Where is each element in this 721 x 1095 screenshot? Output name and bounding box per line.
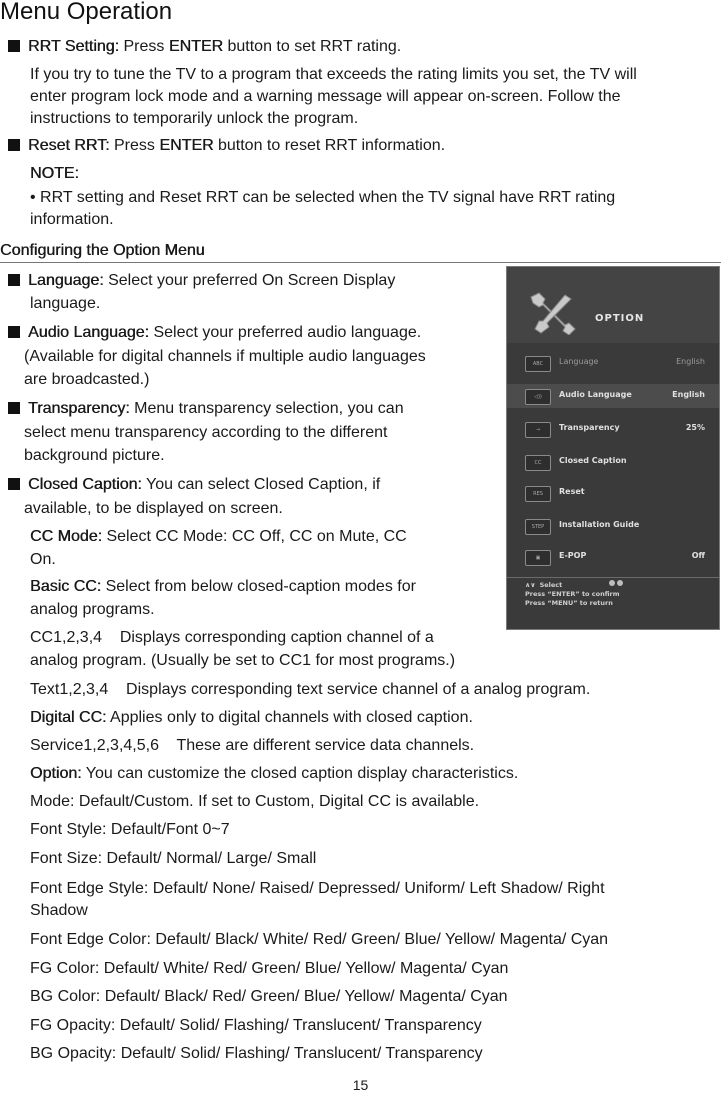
text1234-line: Text1,2,3,4 Displays corresponding text service channel of a analog program.	[30, 681, 591, 698]
audio-language-line-2: (Available for digital channels if multiple audio languages	[24, 348, 426, 365]
menu-item-reset[interactable]	[507, 481, 720, 505]
bullet-icon	[8, 139, 20, 151]
basic-cc-text: Select from below closed-caption modes for	[101, 578, 416, 595]
menu-item-value: English	[672, 390, 705, 399]
language-line-2: language.	[30, 295, 101, 312]
reset-icon: RES	[525, 486, 551, 502]
language-line	[8, 270, 395, 292]
transparency-line-2: select menu transparency according to the different	[24, 424, 388, 441]
language-text: Select your preferred On Screen Display	[103, 272, 396, 289]
note-heading: NOTE:	[30, 165, 79, 182]
speaker-icon: ◁))	[525, 389, 551, 405]
menu-item-label: Audio Language	[559, 390, 632, 399]
rrt-body-line-3: instructions to temporarily unlock the program.	[30, 110, 359, 127]
enter-key-label: ENTER	[159, 137, 214, 154]
menu-item-closed-caption[interactable]	[507, 450, 720, 474]
closed-caption-line	[8, 474, 380, 496]
menu-item-label: E-POP	[559, 551, 587, 560]
service-line: Service1,2,3,4,5,6 These are different service data channels.	[30, 737, 475, 754]
tv-option-menu	[506, 266, 720, 630]
note-line-1: • RRT setting and Reset RRT can be selected when the TV signal have RRT rating	[30, 189, 616, 206]
menu-item-label: Reset	[559, 487, 585, 496]
cc1234-line-1: CC1,2,3,4 Displays corresponding caption channel of a	[30, 629, 434, 646]
bullet-icon	[8, 402, 20, 414]
bullet-icon	[8, 40, 20, 52]
menu-item-e-pop[interactable]	[507, 545, 720, 569]
digital-cc-text: Applies only to digital channels with closed caption.	[106, 709, 473, 726]
fg-opacity-line: FG Opacity: Default/ Solid/ Flashing/ Translucent/ Transparency	[30, 1017, 482, 1034]
cc-mode-text: Select CC Mode: CC Off, CC on Mute, CC	[102, 528, 407, 545]
reset-rrt-text-end: button to reset RRT information.	[213, 137, 446, 154]
rrt-setting-heading: RRT Setting:	[28, 38, 120, 55]
cc-mode-line	[30, 526, 407, 548]
audio-language-heading: Audio Language:	[28, 324, 149, 341]
font-size-line: Font Size: Default/ Normal/ Large/ Small	[30, 850, 317, 867]
font-edge-style-line-2: Shadow	[30, 902, 88, 919]
section-title: Configuring the Option Menu	[0, 240, 721, 263]
transparency-line	[8, 398, 404, 420]
font-style-line: Font Style: Default/Font 0~7	[30, 821, 230, 838]
audio-language-text: Select your preferred audio language.	[149, 324, 422, 341]
font-edge-style-line-1: Font Edge Style: Default/ None/ Raised/ Depressed/ Uniform/ Left Shadow/ Right	[30, 880, 605, 897]
footer-select: Select	[539, 581, 563, 589]
audio-language-line-3: are broadcasted.)	[24, 371, 150, 388]
menu-item-label: Installation Guide	[559, 520, 640, 529]
bullet-icon	[8, 326, 20, 338]
menu-item-audio-language[interactable]	[507, 384, 720, 408]
transparency-text: Menu transparency selection, you can	[129, 400, 404, 417]
menu-footer	[525, 581, 620, 608]
menu-item-label: Language	[559, 357, 599, 366]
enter-key-label: ENTER	[168, 38, 224, 55]
closed-caption-line-2: available, to be displayed on screen.	[24, 500, 283, 517]
menu-item-value: Off	[691, 551, 705, 560]
closed-caption-icon: CC	[525, 455, 551, 471]
menu-item-value: 25%	[685, 423, 705, 432]
select-arrows-icon: ∧∨	[525, 581, 536, 589]
bg-opacity-line: BG Opacity: Default/ Solid/ Flashing/ Translucent/ Transparency	[30, 1045, 483, 1062]
reset-rrt-text: Press	[109, 137, 160, 154]
cc1234-line-2: analog program. (Usually be set to CC1 for most programs.)	[30, 652, 456, 669]
bullet-icon	[8, 274, 20, 286]
bg-color-line: BG Color: Default/ Black/ Red/ Green/ Blue/ Yellow/ Magenta/ Cyan	[30, 988, 508, 1005]
mode-line: Mode: Default/Custom. If set to Custom, Digital CC is available.	[30, 793, 480, 810]
basic-cc-line-2: analog programs.	[30, 601, 155, 618]
reset-rrt-line	[8, 135, 445, 157]
transparency-heading: Transparency:	[28, 400, 130, 417]
footer-return: Press “MENU” to return	[525, 599, 613, 607]
bullet-icon	[8, 478, 20, 490]
menu-item-installation-guide[interactable]	[507, 514, 720, 538]
tools-icon	[525, 291, 577, 335]
reset-rrt-heading: Reset RRT:	[28, 137, 110, 154]
page-number: 15	[352, 1077, 369, 1093]
language-icon: ABC	[525, 356, 551, 372]
menu-item-language[interactable]	[507, 351, 720, 375]
language-heading: Language:	[28, 272, 104, 289]
note-line-2: information.	[30, 211, 114, 228]
rrt-setting-text-end: button to set RRT rating.	[223, 38, 402, 55]
menu-item-label: Closed Caption	[559, 456, 627, 465]
option-text: You can customize the closed caption display characteristics.	[81, 765, 519, 782]
rrt-body-line-1: If you try to tune the TV to a program that exceeds the rating limits you set, the TV will	[30, 66, 637, 83]
menu-item-transparency[interactable]	[507, 417, 720, 441]
installation-guide-icon: STEP	[525, 519, 551, 535]
option-heading: Option:	[30, 765, 82, 782]
rrt-setting-line	[8, 36, 401, 58]
digital-cc-line	[30, 707, 473, 729]
menu-divider	[507, 577, 720, 578]
audio-language-line	[8, 322, 421, 344]
cc-mode-line-2: On.	[30, 551, 56, 568]
font-edge-color-line: Font Edge Color: Default/ Black/ White/ Red/ Green/ Blue/ Yellow/ Magenta/ Cyan	[30, 931, 609, 948]
e-pop-icon: ▣	[525, 550, 551, 566]
rrt-setting-text: Press	[119, 38, 169, 55]
closed-caption-text: You can select Closed Caption, if	[141, 476, 381, 493]
closed-caption-heading: Closed Caption:	[28, 476, 142, 493]
option-line	[30, 763, 518, 785]
menu-header	[507, 267, 719, 343]
fg-color-line: FG Color: Default/ White/ Red/ Green/ Blue/ Yellow/ Magenta/ Cyan	[30, 960, 509, 977]
rrt-body-line-2: enter program lock mode and a warning message will appear on-screen. Follow the	[30, 88, 621, 105]
menu-item-label: Transparency	[559, 423, 620, 432]
basic-cc-heading: Basic CC:	[30, 578, 102, 595]
basic-cc-line	[30, 576, 416, 598]
transparency-line-3: background picture.	[24, 447, 165, 464]
cc-mode-heading: CC Mode:	[30, 528, 103, 545]
menu-item-value: English	[676, 357, 705, 366]
footer-confirm: Press “ENTER” to confirm	[525, 590, 620, 598]
digital-cc-heading: Digital CC:	[30, 709, 107, 726]
page-title: Menu Operation	[0, 0, 173, 25]
menu-title: OPTION	[595, 313, 645, 324]
transparency-icon: →	[525, 422, 551, 438]
